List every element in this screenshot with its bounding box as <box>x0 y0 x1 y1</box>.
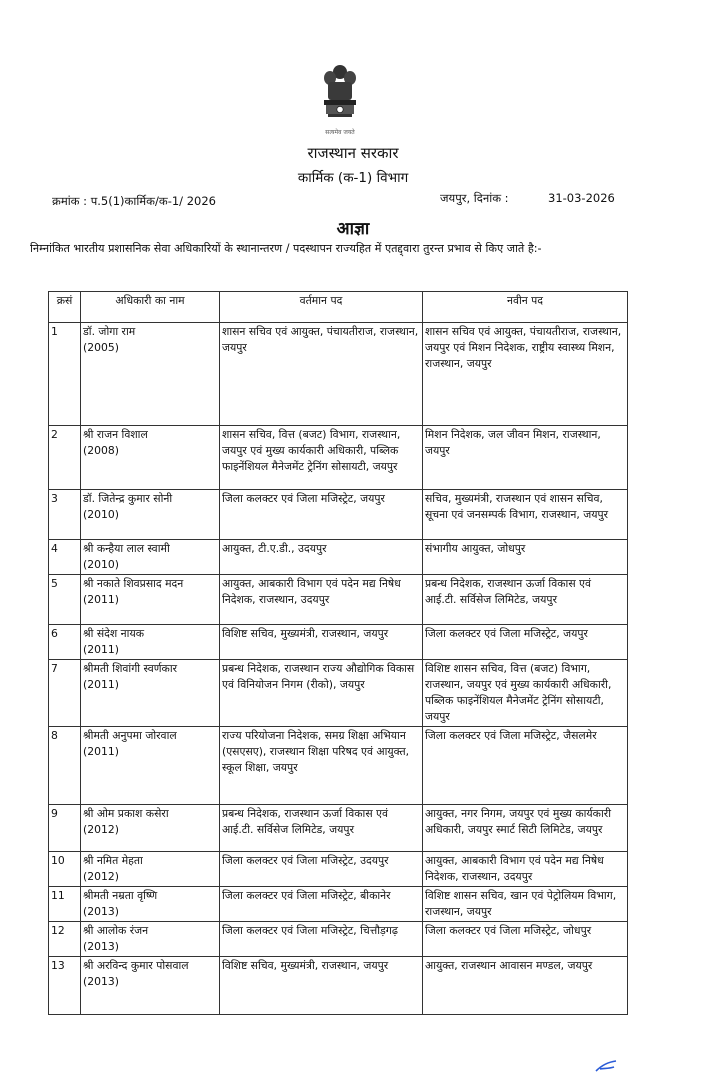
current-post: आयुक्त, टी.ए.डी., उदयपुर <box>220 540 423 575</box>
officer-name: श्री नमित मेहता <box>83 854 143 867</box>
officer-cell <box>81 957 220 1015</box>
officer-cell <box>81 887 220 922</box>
officer-cell <box>81 575 220 625</box>
department-name: कार्मिक (क-1) विभाग <box>297 170 409 186</box>
officer-cell <box>81 660 220 727</box>
header-officer-name: अधिकारी का नाम <box>81 292 220 323</box>
serial-number: 4 <box>49 540 81 575</box>
officer-name: डॉ. जोगा राम <box>83 325 136 338</box>
new-post: प्रबन्ध निदेशक, राजस्थान ऊर्जा विकास एवं आई.टी. सर्विसेज लिमिटेड, जयपुर <box>423 575 628 625</box>
current-post: जिला कलक्टर एवं जिला मजिस्ट्रेट, चित्तौड़गढ़ <box>220 922 423 957</box>
current-post: शासन सचिव, वित्त (बजट) विभाग, राजस्थान, जयपुर एवं मुख्य कार्यकारी अधिकारी, पब्लिक फाइनेंशियल मैनेजमेंट ट्रेनिंग सोसायटी, जयपुर <box>220 426 423 490</box>
new-post: आयुक्त, नगर निगम, जयपुर एवं मुख्य कार्यकारी अधिकारी, जयपुर स्मार्ट सिटी लिमिटेड, जयपुर <box>423 805 628 852</box>
current-post: विशिष्ट सचिव, मुख्यमंत्री, राजस्थान, जयपुर <box>220 625 423 660</box>
batch-year: (2013) <box>83 975 119 988</box>
serial-number: 8 <box>49 727 81 805</box>
serial-number: 13 <box>49 957 81 1015</box>
current-post: जिला कलक्टर एवं जिला मजिस्ट्रेट, जयपुर <box>220 490 423 540</box>
table-row <box>49 490 628 540</box>
batch-year: (2011) <box>83 678 119 691</box>
officer-cell <box>81 727 220 805</box>
batch-year: (2005) <box>83 341 119 354</box>
current-post: विशिष्ट सचिव, मुख्यमंत्री, राजस्थान, जयपुर <box>220 957 423 1015</box>
officer-cell <box>81 426 220 490</box>
table-row <box>49 852 628 887</box>
table-row <box>49 625 628 660</box>
officer-name: डॉ. जितेन्द्र कुमार सोनी <box>83 492 173 505</box>
table-row <box>49 922 628 957</box>
table-row <box>49 426 628 490</box>
batch-year: (2012) <box>83 870 119 883</box>
officer-cell <box>81 852 220 887</box>
serial-number: 11 <box>49 887 81 922</box>
officer-name: श्रीमती नम्रता वृष्णि <box>83 889 158 902</box>
new-post: जिला कलक्टर एवं जिला मजिस्ट्रेट, जोधपुर <box>423 922 628 957</box>
order-number-label: क्रमांक : <box>52 194 88 208</box>
intro-text: निम्नांकित भारतीय प्रशासनिक सेवा अधिकारियों के स्थानान्तरण / पदस्थापन राज्यहित में एतद्द्वारा तुरन्त प्रभाव से किए जाते है:- <box>30 242 542 255</box>
serial-number: 6 <box>49 625 81 660</box>
table-row <box>49 540 628 575</box>
officer-cell <box>81 490 220 540</box>
current-post: राज्य परियोजना निदेशक, समग्र शिक्षा अभियान (एसएसए), राजस्थान शिक्षा परिषद एवं आयुक्त, स्कूल शिक्षा, जयपुर <box>220 727 423 805</box>
officer-name: श्री अरविन्द कुमार पोसवाल <box>83 959 189 972</box>
officer-name: श्री ओम प्रकाश कसेरा <box>83 807 169 820</box>
batch-year: (2012) <box>83 823 119 836</box>
officer-cell <box>81 922 220 957</box>
serial-number: 9 <box>49 805 81 852</box>
state-emblem-icon <box>318 62 362 126</box>
officer-cell <box>81 805 220 852</box>
officer-name: श्री नकाते शिवप्रसाद मदन <box>83 577 184 590</box>
place-date-label: जयपुर, दिनांक : <box>440 191 509 205</box>
serial-number: 5 <box>49 575 81 625</box>
header-new-post: नवीन पद <box>423 292 628 323</box>
serial-number: 12 <box>49 922 81 957</box>
officer-cell <box>81 625 220 660</box>
new-post: आयुक्त, आबकारी विभाग एवं पदेन मद्य निषेध निदेशक, राजस्थान, उदयपुर <box>423 852 628 887</box>
serial-number: 1 <box>49 323 81 426</box>
order-title: आज्ञा <box>336 219 370 239</box>
table-row <box>49 323 628 426</box>
table-row <box>49 805 628 852</box>
new-post: जिला कलक्टर एवं जिला मजिस्ट्रेट, जयपुर <box>423 625 628 660</box>
batch-year: (2011) <box>83 745 119 758</box>
table-row <box>49 957 628 1015</box>
table-header-row <box>49 292 628 323</box>
officer-name: श्रीमती अनुपमा जोरवाल <box>83 729 177 742</box>
current-post: प्रबन्ध निदेशक, राजस्थान राज्य औद्योगिक विकास एवं विनियोजन निगम (रीको), जयपुर <box>220 660 423 727</box>
current-post: आयुक्त, आबकारी विभाग एवं पदेन मद्य निषेध निदेशक, राजस्थान, उदयपुर <box>220 575 423 625</box>
batch-year: (2010) <box>83 508 119 521</box>
serial-number: 7 <box>49 660 81 727</box>
new-post: विशिष्ट शासन सचिव, वित्त (बजट) विभाग, राजस्थान, जयपुर एवं मुख्य कार्यकारी अधिकारी, पब्लिक फाइनेंशियल मैनेजमेंट ट्रेनिंग सोसायटी, जयपुर <box>423 660 628 727</box>
batch-year: (2011) <box>83 643 119 656</box>
table-row <box>49 727 628 805</box>
batch-year: (2010) <box>83 558 119 571</box>
officer-name: श्री संदेश नायक <box>83 627 145 640</box>
new-post: आयुक्त, राजस्थान आवासन मण्डल, जयपुर <box>423 957 628 1015</box>
emblem-motto: सत्यमेव जयते <box>325 129 355 136</box>
new-post: शासन सचिव एवं आयुक्त, पंचायतीराज, राजस्थान, जयपुर एवं मिशन निदेशक, राष्ट्रीय स्वास्थ्य मिशन, राजस्थान, जयपुर <box>423 323 628 426</box>
new-post: जिला कलक्टर एवं जिला मजिस्ट्रेट, जैसलमेर <box>423 727 628 805</box>
batch-year: (2008) <box>83 444 119 457</box>
serial-number: 10 <box>49 852 81 887</box>
officer-name: श्री कन्हैया लाल स्वामी <box>83 542 170 555</box>
current-post: जिला कलक्टर एवं जिला मजिस्ट्रेट, बीकानेर <box>220 887 423 922</box>
current-post: प्रबन्ध निदेशक, राजस्थान ऊर्जा विकास एवं आई.टी. सर्विसेज लिमिटेड, जयपुर <box>220 805 423 852</box>
government-name: राजस्थान सरकार <box>307 144 399 162</box>
serial-number: 2 <box>49 426 81 490</box>
new-post: सचिव, मुख्यमंत्री, राजस्थान एवं शासन सचिव, सूचना एवं जनसम्पर्क विभाग, राजस्थान, जयपुर <box>423 490 628 540</box>
batch-year: (2011) <box>83 593 119 606</box>
header-current-post: वर्तमान पद <box>220 292 423 323</box>
order-number-value: प.5(1)कार्मिक/क-1/ 2026 <box>90 194 216 208</box>
officer-cell <box>81 323 220 426</box>
new-post: विशिष्ट शासन सचिव, खान एवं पेट्रोलियम विभाग, राजस्थान, जयपुर <box>423 887 628 922</box>
batch-year: (2013) <box>83 905 119 918</box>
order-date: 31-03-2026 <box>548 191 615 205</box>
serial-number: 3 <box>49 490 81 540</box>
officer-name: श्री आलोक रंजन <box>83 924 149 937</box>
current-post: जिला कलक्टर एवं जिला मजिस्ट्रेट, उदयपुर <box>220 852 423 887</box>
new-post: संभागीय आयुक्त, जोधपुर <box>423 540 628 575</box>
current-post: शासन सचिव एवं आयुक्त, पंचायतीराज, राजस्थान, जयपुर <box>220 323 423 426</box>
new-post: मिशन निदेशक, जल जीवन मिशन, राजस्थान, जयपुर <box>423 426 628 490</box>
table-row <box>49 887 628 922</box>
signature-mark-icon <box>594 1058 618 1072</box>
batch-year: (2013) <box>83 940 119 953</box>
officer-name: श्रीमती शिवांगी स्वर्णकार <box>83 662 178 675</box>
table-row <box>49 575 628 625</box>
header-serial: क्रसं <box>49 292 81 323</box>
order-number <box>52 194 216 209</box>
officer-cell <box>81 540 220 575</box>
officer-name: श्री राजन विशाल <box>83 428 148 441</box>
transfer-table <box>48 291 628 1015</box>
table-row <box>49 660 628 727</box>
